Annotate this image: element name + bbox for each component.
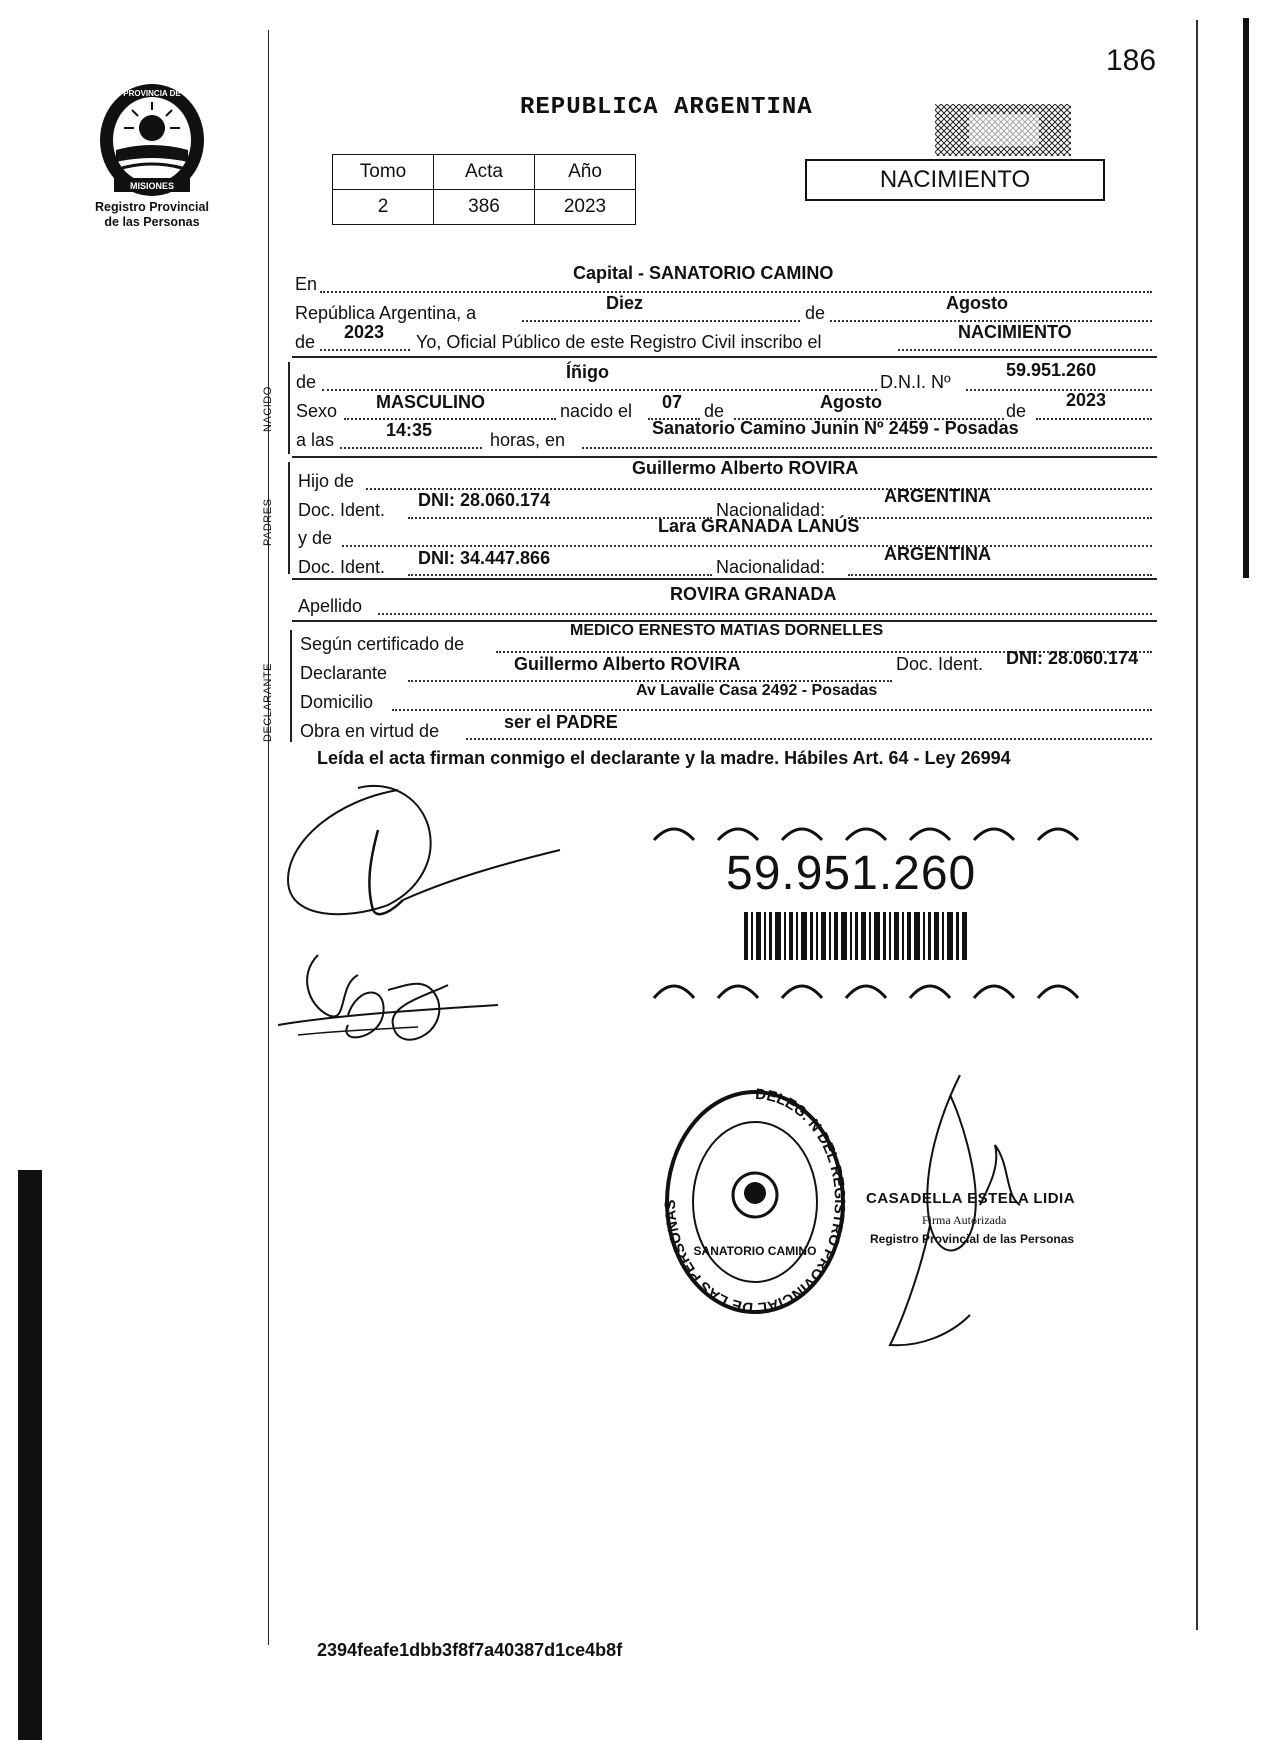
month-value: Agosto	[946, 293, 1008, 313]
nacido-el-label: nacido el	[560, 401, 633, 421]
security-pattern-top	[650, 816, 1096, 842]
year-value: 2023	[344, 322, 385, 342]
dotted-line	[466, 738, 1152, 740]
day-value: Diez	[606, 293, 644, 313]
obra-value: ser el PADRE	[504, 712, 618, 732]
en-label: En	[295, 274, 318, 294]
doc-ident-label: Doc. Ident.	[298, 557, 386, 577]
official-name: CASADELLA ESTELA LIDIA	[866, 1190, 1076, 1207]
dotted-line	[848, 517, 1152, 519]
dni-label: D.N.I. Nº	[880, 372, 951, 392]
scan-border-right	[1196, 20, 1198, 1630]
father-doc: DNI: 28.060.174	[418, 490, 551, 510]
seal-inner-text: SANATORIO CAMINO	[693, 1244, 817, 1258]
security-pattern-bottom	[650, 972, 1096, 1000]
mother-signature	[278, 945, 518, 1065]
dni-number-large: 59.951.260	[726, 847, 977, 900]
de-label-3: de	[1006, 401, 1027, 421]
dotted-line	[582, 447, 1152, 449]
scan-edge-right	[1243, 18, 1249, 578]
scan-edge-left	[18, 1170, 42, 1740]
dotted-line	[392, 709, 1152, 711]
dotted-line	[340, 447, 482, 449]
birth-year: 2023	[1066, 390, 1107, 410]
segun-certificado-label: Según certificado de	[300, 634, 465, 654]
child-dni: 59.951.260	[1006, 360, 1097, 380]
section-bracket	[288, 362, 290, 454]
document-title: REPUBLICA ARGENTINA	[520, 94, 813, 121]
officer-text: Yo, Oficial Público de este Registro Civil inscribo el	[416, 332, 822, 352]
de-label: de	[802, 303, 828, 324]
header-anio: Año	[535, 155, 636, 190]
official-registry: Registro Provincial de las Personas	[870, 1232, 1075, 1246]
nacionalidad-label: Nacionalidad:	[716, 500, 826, 520]
dotted-line	[342, 545, 1152, 547]
logo-text-top: PROVINCIA DE	[123, 89, 181, 98]
header-tomo: Tomo	[333, 155, 434, 190]
dotted-line	[898, 349, 1152, 351]
birth-day: 07	[662, 392, 683, 412]
sexo-label: Sexo	[296, 401, 338, 421]
declarante-doc: DNI: 28.060.174	[1006, 648, 1139, 668]
address-value: Av Lavalle Casa 2492 - Posadas	[636, 682, 878, 699]
year-prefix-label: de	[295, 332, 316, 352]
reference-table	[332, 154, 636, 225]
logo-text-bottom: MISIONES	[129, 181, 175, 191]
obra-label: Obra en virtud de	[300, 721, 440, 741]
value-anio: 2023	[535, 190, 636, 225]
registry-name	[82, 200, 222, 230]
legal-text: Leída el acta firman conmigo el declarante y la madre. Hábiles Art. 64 - Ley 26994	[317, 748, 1011, 768]
nacionalidad-label: Nacionalidad:	[716, 557, 826, 577]
official-role: Firma Autorizada	[922, 1213, 1007, 1227]
dotted-line	[1036, 418, 1152, 420]
dotted-line	[408, 574, 712, 576]
page-number: 186	[1106, 44, 1157, 77]
cert-value: MEDICO ERNESTO MATIAS DORNELLES	[570, 622, 884, 639]
birth-place: Sanatorio Camino Junin Nº 2459 - Posadas	[652, 418, 1019, 438]
header-acta: Acta	[434, 155, 535, 190]
nacido-de-label: de	[296, 372, 317, 392]
father-nationality: ARGENTINA	[884, 486, 991, 506]
father-name: Guillermo Alberto ROVIRA	[632, 458, 859, 478]
apellido-value: ROVIRA GRANADA	[670, 584, 837, 604]
declarante-name: Guillermo Alberto ROVIRA	[514, 654, 741, 674]
declarant-signature	[278, 770, 568, 930]
mother-doc: DNI: 34.447.866	[418, 548, 551, 568]
doc-ident-label: Doc. Ident.	[298, 500, 386, 520]
dotted-line	[344, 418, 556, 420]
dotted-line	[378, 613, 1152, 615]
declarante-side-label: DECLARANTE	[262, 663, 274, 742]
registry-name-line1: Registro Provincial	[95, 200, 209, 214]
padres-side-label: PADRES	[262, 498, 274, 546]
dotted-line	[320, 291, 1152, 293]
child-name: Íñigo	[566, 362, 609, 382]
de-label-2: de	[704, 401, 725, 421]
dotted-line	[966, 389, 1152, 391]
reference-value-row	[333, 190, 636, 225]
barcode	[744, 912, 970, 960]
scan-border-left	[268, 30, 269, 1645]
inscribe-value: NACIMIENTO	[958, 322, 1072, 342]
a-las-label: a las	[296, 430, 335, 450]
nacido-side-label: NACIDO	[262, 386, 274, 432]
republica-label: República Argentina, a	[295, 303, 477, 323]
dotted-line	[320, 349, 410, 351]
birth-time: 14:35	[386, 420, 433, 440]
apellido-label: Apellido	[298, 596, 363, 616]
reference-header-row	[333, 155, 636, 190]
place-value: Capital - SANATORIO CAMINO	[573, 263, 834, 283]
y-de-label: y de	[298, 528, 333, 548]
doc-ident-label: Doc. Ident.	[896, 654, 984, 674]
dotted-line	[322, 389, 877, 391]
dotted-line	[848, 574, 1152, 576]
sexo-value: MASCULINO	[376, 392, 485, 412]
document-hash: 2394feafe1dbb3f8f7a40387d1ce4b8f	[317, 1640, 623, 1660]
security-stamp-icon	[935, 104, 1071, 156]
declarante-label: Declarante	[300, 663, 388, 683]
mother-name: Lara GRANADA LANÚS	[658, 516, 860, 536]
section-divider	[292, 578, 1157, 580]
hijo-de-label: Hijo de	[298, 471, 355, 491]
horas-label: horas, en	[490, 430, 566, 450]
birth-month: Agosto	[820, 392, 882, 412]
province-coat-of-arms-icon	[92, 80, 212, 200]
mother-nationality: ARGENTINA	[884, 544, 991, 564]
value-acta: 386	[434, 190, 535, 225]
record-type-box: NACIMIENTO	[805, 159, 1105, 201]
section-divider	[292, 356, 1157, 358]
official-seal	[660, 1085, 850, 1320]
value-tomo: 2	[333, 190, 434, 225]
domicilio-label: Domicilio	[300, 692, 374, 712]
registry-name-line2: de las Personas	[104, 215, 200, 229]
seal-ring-text: DELEG. N DEL REGISTRO PROVINCIAL DE LAS PERSONAS	[661, 1085, 849, 1317]
section-bracket	[290, 630, 292, 742]
section-bracket	[288, 462, 290, 574]
